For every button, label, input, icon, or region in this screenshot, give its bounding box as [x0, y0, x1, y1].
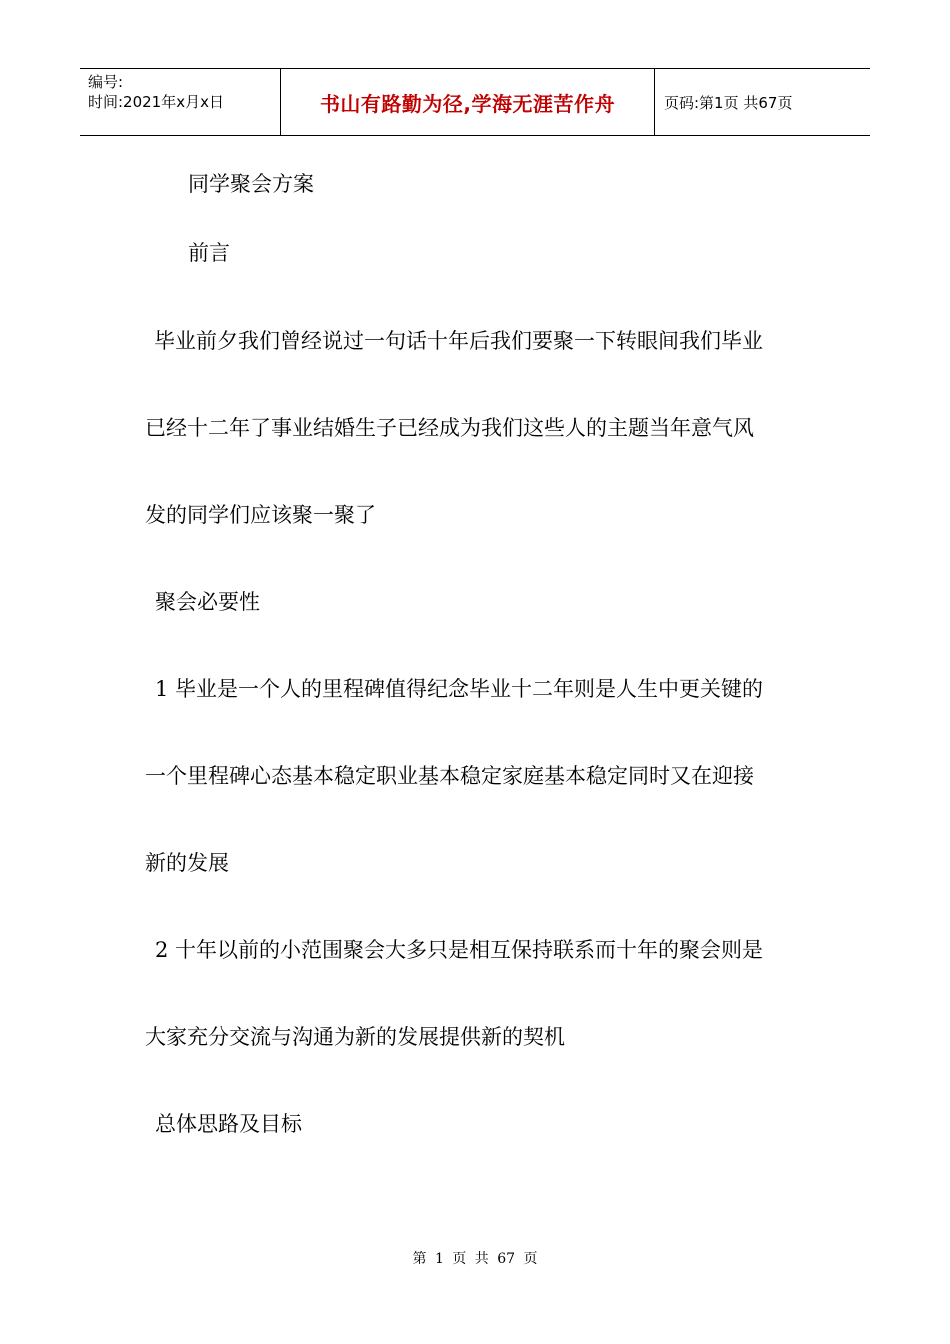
page-footer: 第 1 页 共 67 页: [412, 1251, 538, 1267]
document-title: 同学聚会方案: [188, 172, 314, 196]
point-1-line: 一个里程碑心态基本稳定职业基本稳定家庭基本稳定同时又在迎接: [145, 764, 754, 788]
header-page-info: 页码:第1页 共67页: [664, 93, 793, 112]
point-2-line: 大家充分交流与沟通为新的发展提供新的契机: [145, 1025, 565, 1049]
document-date-label: 时间:2021年x月x日: [88, 93, 224, 111]
page-header: [80, 68, 870, 136]
point-1-line: 1 毕业是一个人的里程碑值得纪念毕业十二年则是人生中更关键的: [155, 677, 764, 701]
preface-paragraph-line: 毕业前夕我们曾经说过一句话十年后我们要聚一下转眼间我们毕业: [154, 329, 763, 353]
necessity-heading: 聚会必要性: [155, 590, 260, 614]
preface-paragraph-line: 已经十二年了事业结婚生子已经成为我们这些人的主题当年意气风: [145, 416, 754, 440]
header-meta-cell: [80, 69, 281, 135]
header-page-cell: [655, 69, 870, 135]
preface-paragraph-line: 发的同学们应该聚一聚了: [145, 503, 376, 527]
header-motto-cell: [281, 69, 655, 135]
point-1-line: 新的发展: [145, 851, 229, 875]
goal-heading: 总体思路及目标: [155, 1112, 302, 1136]
preface-heading: 前言: [188, 241, 230, 265]
header-motto: 书山有路勤为径,学海无涯苦作舟: [319, 91, 616, 116]
document-number-label: 编号:: [88, 73, 124, 91]
point-2-line: 2 十年以前的小范围聚会大多只是相互保持联系而十年的聚会则是: [155, 938, 764, 962]
